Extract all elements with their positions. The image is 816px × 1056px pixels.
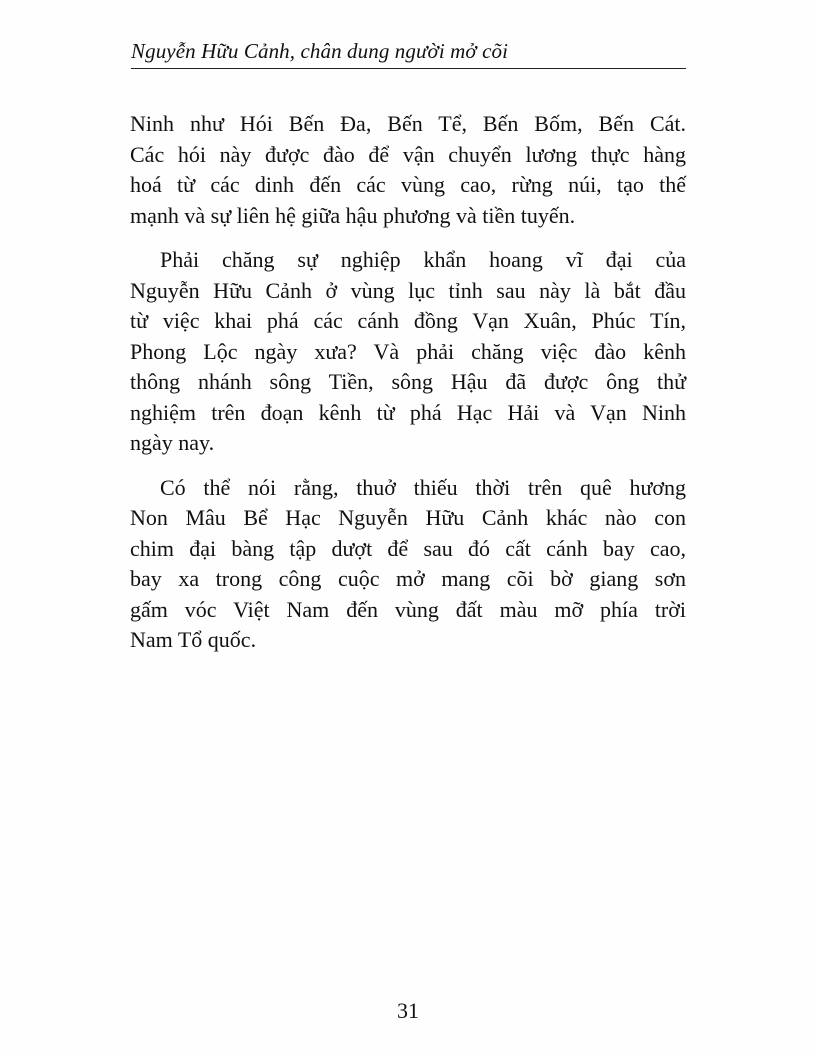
text-line: thông nhánh sông Tiền, sông Hậu đã được ông thử (130, 369, 686, 394)
running-title: Nguyễn Hữu Cảnh, chân dung người mở cõi (131, 39, 509, 63)
body-text (130, 109, 686, 670)
running-header (131, 34, 686, 69)
text-line: Nguyễn Hữu Cảnh ở vùng lục tỉnh sau này là bắt đầu (130, 277, 686, 303)
paragraph-1 (130, 109, 686, 231)
text-line: hoá từ các dinh đến các vùng cao, rừng núi, tạo thế (130, 172, 686, 197)
paragraph-2 (130, 245, 686, 459)
text-line: Các hói này được đào để vận chuyển lương thực hàng (130, 141, 686, 167)
text-line: nghiệm trên đoạn kênh từ phá Hạc Hải và Vạn Ninh (130, 399, 686, 425)
page-number: 31 (397, 998, 419, 1023)
text-line: Phong Lộc ngày xưa? Và phải chăng việc đào kênh (130, 338, 686, 364)
text-line: Có thể nói rằng, thuở thiếu thời trên quê hương (160, 474, 686, 500)
text-line: từ việc khai phá các cánh đồng Vạn Xuân, Phúc Tín, (130, 308, 686, 333)
paragraph-3 (130, 473, 686, 656)
text-line: Ninh như Hói Bến Đa, Bến Tể, Bến Bốm, Bến Cát. (130, 111, 686, 136)
text-line: bay xa trong công cuộc mở mang cõi bờ giang sơn (130, 566, 686, 591)
text-line: Non Mâu Bể Hạc Nguyễn Hữu Cảnh khác nào con (130, 505, 686, 530)
text-line: chim đại bàng tập dượt để sau đó cất cánh bay cao, (130, 535, 686, 561)
text-line: Nam Tổ quốc. (130, 627, 257, 652)
text-line: ngày nay. (130, 430, 215, 455)
text-line: Phải chăng sự nghiệp khẩn hoang vĩ đại của (160, 247, 686, 272)
text-line: gấm vóc Việt Nam đến vùng đất màu mỡ phía trời (130, 596, 686, 622)
text-line: mạnh và sự liên hệ giữa hậu phương và tiền tuyến. (130, 202, 576, 228)
